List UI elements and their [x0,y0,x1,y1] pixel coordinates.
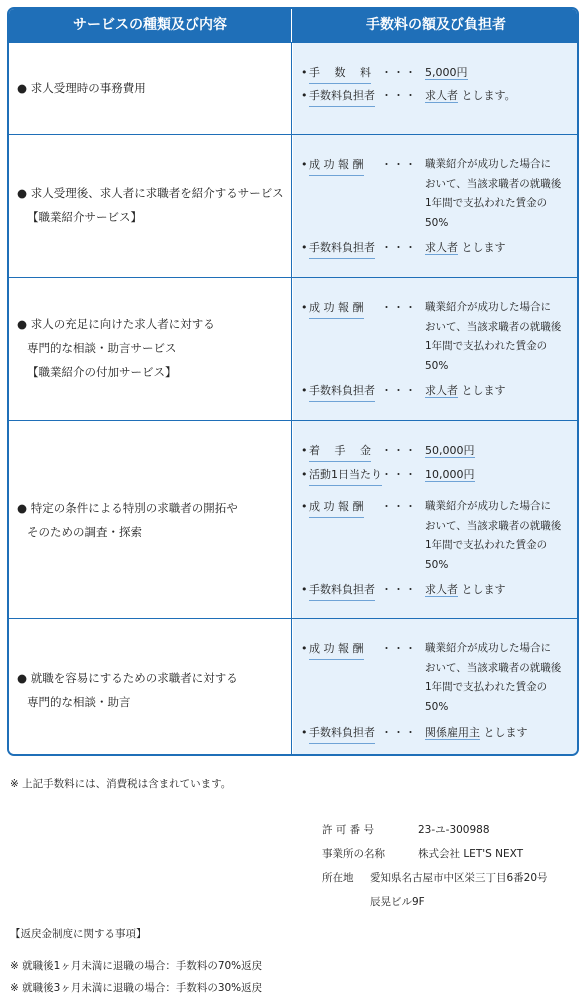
fee-label: 成 功 報 酬 [309,155,364,176]
fee-cell: • 成 功 報 酬 ・・・ 職業紹介が成功した場合に おいて、当該求職者の就職後 1年間で支払われた賃金の 50% • 手数料負担者 ・・・ 求人者 とします [293,135,579,277]
fee-payer: 求人者 [425,384,458,397]
fee-payer: 求人者 [425,583,458,596]
service-text: 専門的な相談・助言サービス [27,341,177,355]
fee-label: 手数料負担者 [309,86,375,107]
service-text: ● 求人受理後、求人者に求職者を紹介するサービス [17,186,284,200]
refund-line: ※ 就職後3ヶ月未満に退職の場合：手数料の30%返戻 [10,982,263,994]
fee-label: 手数料負担者 [309,238,375,259]
table-header [9,9,577,42]
fee-label: 活動1日当たり [309,465,382,486]
service-text: 【職業紹介サービス】 [27,210,142,224]
table-row [9,618,577,756]
fee-cell: • 手 数 料 ・・・ 5,000円 • 手数料負担者 ・・・ 求人者 とします。 [293,43,579,134]
fee-description: 職業紹介が成功した場合に おいて、当該求職者の就職後 1年間で支払われた賃金の 50% [425,642,562,713]
header-service-type: サービスの種類及び内容 [9,9,292,42]
license-number: 23-ユ-300988 [418,824,490,836]
header-fee-amount: 手数料の額及び負担者 [366,17,506,33]
fee-description: 職業紹介が成功した場合に おいて、当該求職者の就職後 1年間で支払われた賃金の 50% [425,158,562,229]
company-name-label: 事業所の名称 [322,848,385,860]
service-text: そのための調査・探索 [27,525,142,539]
service-text: ● 特定の条件による特別の求職者の開拓や [17,501,238,515]
fee-payer: 関係雇用主 [425,726,480,739]
service-cell [9,421,292,618]
address-building: 辰晃ビル9F [370,896,425,908]
fee-label: 手数料負担者 [309,381,375,402]
fee-value: 5,000円 [425,66,468,79]
service-text: ● 就職を容易にするための求職者に対する [17,671,238,685]
company-name: 株式会社 LET'S NEXT [418,848,524,860]
refund-line: ※ 就職後1ヶ月未満に退職の場合：手数料の70%返戻 [10,960,263,972]
license-label: 許 可 番 号 [322,824,375,836]
fee-payer: 求人者 [425,241,458,254]
service-text: ● 求人の充足に向けた求人者に対する [17,317,215,331]
fee-label: 着 手 金 [309,441,371,462]
fee-description: 職業紹介が成功した場合に おいて、当該求職者の就職後 1年間で支払われた賃金の 50% [425,500,562,571]
fee-cell: • 成 功 報 酬 ・・・ 職業紹介が成功した場合に おいて、当該求職者の就職後 1年間で支払われた賃金の 50% • 手数料負担者 ・・・ 求人者 とします [293,278,579,420]
fee-label: 成 功 報 酬 [309,497,364,518]
tax-note: ※ 上記手数料には、消費税は含まれています。 [10,778,232,790]
service-text: ● 求人受理時の事務費用 [17,81,146,95]
fee-label: 成 功 報 酬 [309,639,364,660]
fee-description: 職業紹介が成功した場合に おいて、当該求職者の就職後 1年間で支払われた賃金の 50% [425,301,562,372]
fee-label: 成 功 報 酬 [309,298,364,319]
table-row [9,134,577,277]
service-cell [9,278,292,420]
service-cell [9,43,292,134]
fee-label: 手数料負担者 [309,723,375,744]
service-text: 専門的な相談・助言 [27,695,131,709]
table-row [9,277,577,420]
fee-value: 50,000円 [425,444,475,457]
fee-payer: 求人者 [425,89,458,102]
refund-heading: 【返戻金制度に関する事項】 [10,928,147,940]
fee-table [7,7,579,756]
fee-label: 手 数 料 [309,63,371,84]
fee-value: 10,000円 [425,468,475,481]
address-label: 所在地 [322,872,354,884]
fee-cell: • 成 功 報 酬 ・・・ 職業紹介が成功した場合に おいて、当該求職者の就職後 1年間で支払われた賃金の 50% • 手数料負担者 ・・・ 関係雇用主 とします [293,619,579,756]
service-text: 【職業紹介の付加サービス】 [27,365,177,379]
service-cell [9,135,292,277]
service-cell [9,619,292,756]
table-row [9,42,577,134]
fee-cell: • 着 手 金 ・・・ 50,000円 • 活動1日当たり ・・・ 10,000円 • 成 功 報 酬 ・・・ 職業紹介が成功した場合に おいて、当該求職者の就職後 1年間で支払われた賃金の 50% • 手数料負担者 ・・・ 求人者 とします [293,421,579,618]
table-row [9,420,577,618]
fee-label: 手数料負担者 [309,580,375,601]
address: 愛知県名古屋市中区栄三丁目6番20号 [370,872,548,884]
